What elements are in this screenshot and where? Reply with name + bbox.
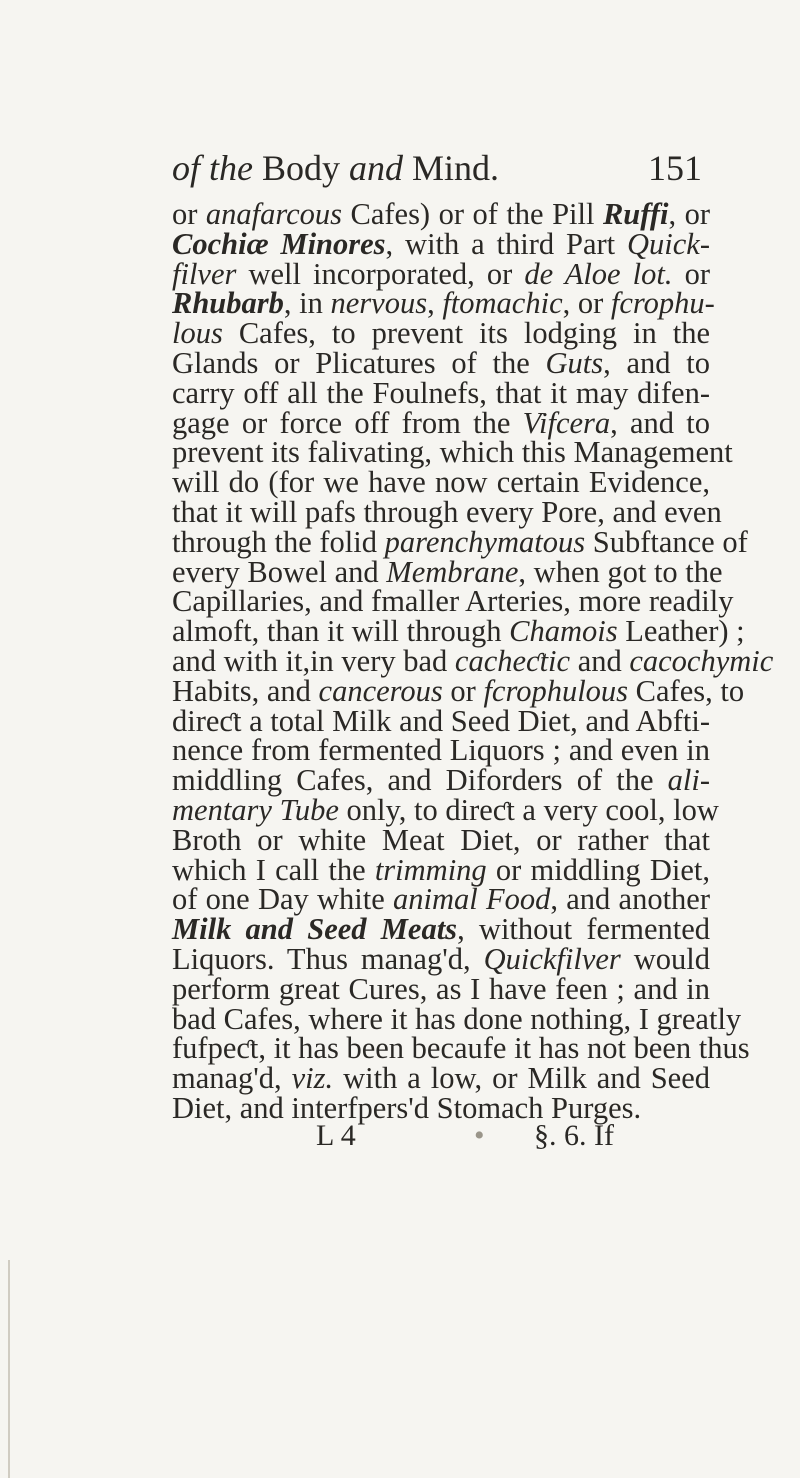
running-header [172, 146, 702, 190]
text-run: Habits, and [172, 673, 319, 708]
header-title-mind: Mind. [412, 148, 500, 188]
text-run: direƈt a total Milk and Seed Diet, and Abfti- [172, 703, 710, 738]
text-run: almoft, than it will through [172, 614, 510, 649]
text-run: Capillaries, and fmaller Arteries, more readily [172, 584, 734, 619]
text-run: , without fermented [457, 912, 710, 947]
text-run: and with it,in very bad [172, 644, 455, 678]
text-run: well incorporated, or [236, 256, 525, 291]
text-run: Glands or Plicatures of the [172, 346, 546, 380]
italic-text-run: Ruffi [602, 197, 669, 231]
italic-text-run: trimming [374, 852, 487, 887]
footer-dot: • [474, 1119, 485, 1152]
text-line [172, 1090, 710, 1126]
text-run: only, to direƈt a very cool, low [338, 793, 719, 827]
italic-text-run: cancerous [318, 673, 443, 708]
italic-text-run: ali- [667, 763, 710, 798]
italic-text-run: lous [172, 316, 223, 351]
text-run: which I call the [172, 852, 375, 887]
text-run: , and another [550, 882, 710, 917]
text-run: every Bowel and [172, 554, 387, 589]
catchword: §. 6. If [534, 1119, 614, 1152]
text-run: Cafes, to prevent its lodging in the [222, 316, 710, 351]
signature-mark: L 4 [316, 1119, 356, 1152]
text-run: , with a third Part [385, 226, 628, 261]
text-run: that it will pafs through every Pore, and even [172, 495, 722, 529]
text-run: Cafes) or of the Pill [342, 197, 603, 231]
page-number: 151 [648, 148, 702, 188]
italic-text-run: Milk and Seed Meats [172, 912, 458, 947]
text-run: , in [283, 286, 331, 321]
text-run: will do (for we have now certain Evidence, [172, 465, 710, 500]
text-run: , when got to the [518, 554, 723, 589]
text-run: nence from fermented Liquors ; and even in [172, 733, 710, 768]
text-run: fufpeƈt, it has been becaufe it has not been thus [172, 1031, 750, 1066]
text-run: , and to [603, 346, 710, 380]
italic-text-run: Quickfilver [483, 942, 621, 976]
text-run: manag'd, [172, 1061, 292, 1096]
italic-text-run: filver [172, 256, 237, 291]
text-run: Liquors. Thus manag'd, [172, 942, 484, 976]
italic-text-run: mentary Tube [172, 793, 339, 827]
text-run: or [442, 673, 484, 708]
italic-text-run: fcrophu- [610, 286, 715, 321]
text-run: through the folid [172, 524, 385, 559]
text-run: with a low, or Milk and Seed [333, 1061, 710, 1096]
italic-text-run: Quick- [627, 226, 710, 261]
text-run: , [427, 286, 443, 321]
italic-text-run: de Aloe lot. [524, 256, 673, 291]
header-title-and: and [349, 148, 403, 188]
page-edge-shadow [8, 1260, 10, 1478]
italic-text-run: ftomachic [442, 286, 563, 321]
italic-text-run: parenchymatous [384, 524, 586, 559]
text-run: , or [562, 286, 611, 321]
text-run: or [672, 256, 710, 291]
text-run: Broth or white Meat Diet, or rather that [172, 822, 710, 857]
italic-text-run: cacochymic [629, 644, 774, 678]
text-run: would [620, 942, 711, 976]
text-run: and [570, 644, 630, 678]
italic-text-run: viz. [291, 1061, 334, 1096]
text-run: Cafes, to [628, 673, 745, 708]
text-run: Leather) ; [617, 614, 745, 649]
italic-text-run: Rhubarb [172, 286, 284, 321]
text-run: gage or force off from the [172, 405, 523, 440]
header-title-body: Body [261, 148, 340, 188]
italic-text-run: cacheƈtic [454, 644, 571, 678]
italic-text-run: Cochiæ Minores [172, 226, 386, 261]
text-run: middling Cafes, and Diforders of the [172, 763, 668, 798]
text-run: prevent its falivating, which this Management [172, 435, 733, 470]
italic-text-run: Chamois [509, 614, 618, 649]
text-run: or [172, 197, 206, 231]
italic-text-run: Vifcera [522, 405, 611, 440]
italic-text-run: anafarcous [205, 197, 343, 231]
text-run: Diet, and interfpers'd Stomach Purges. [172, 1091, 642, 1125]
text-run: carry off all the Foulnefs, that it may difen- [172, 375, 710, 410]
italic-text-run: Guts [545, 346, 604, 380]
text-run: , or [668, 197, 710, 231]
header-title-pre: of the [172, 148, 253, 188]
text-run: , and to [610, 405, 711, 440]
text-run: of one Day white [172, 882, 394, 917]
text-run: perform great Cures, as I have feen ; and in [172, 971, 710, 1006]
italic-text-run: fcrophulous [483, 673, 629, 708]
italic-text-run: animal Food [393, 882, 551, 917]
italic-text-run: nervous [330, 286, 428, 321]
italic-text-run: Membrane [386, 554, 519, 589]
text-run: bad Cafes, where it has done nothing, I greatly [172, 1001, 742, 1036]
text-run: or middling Diet, [486, 852, 710, 887]
text-run: Subftance of [585, 524, 748, 559]
